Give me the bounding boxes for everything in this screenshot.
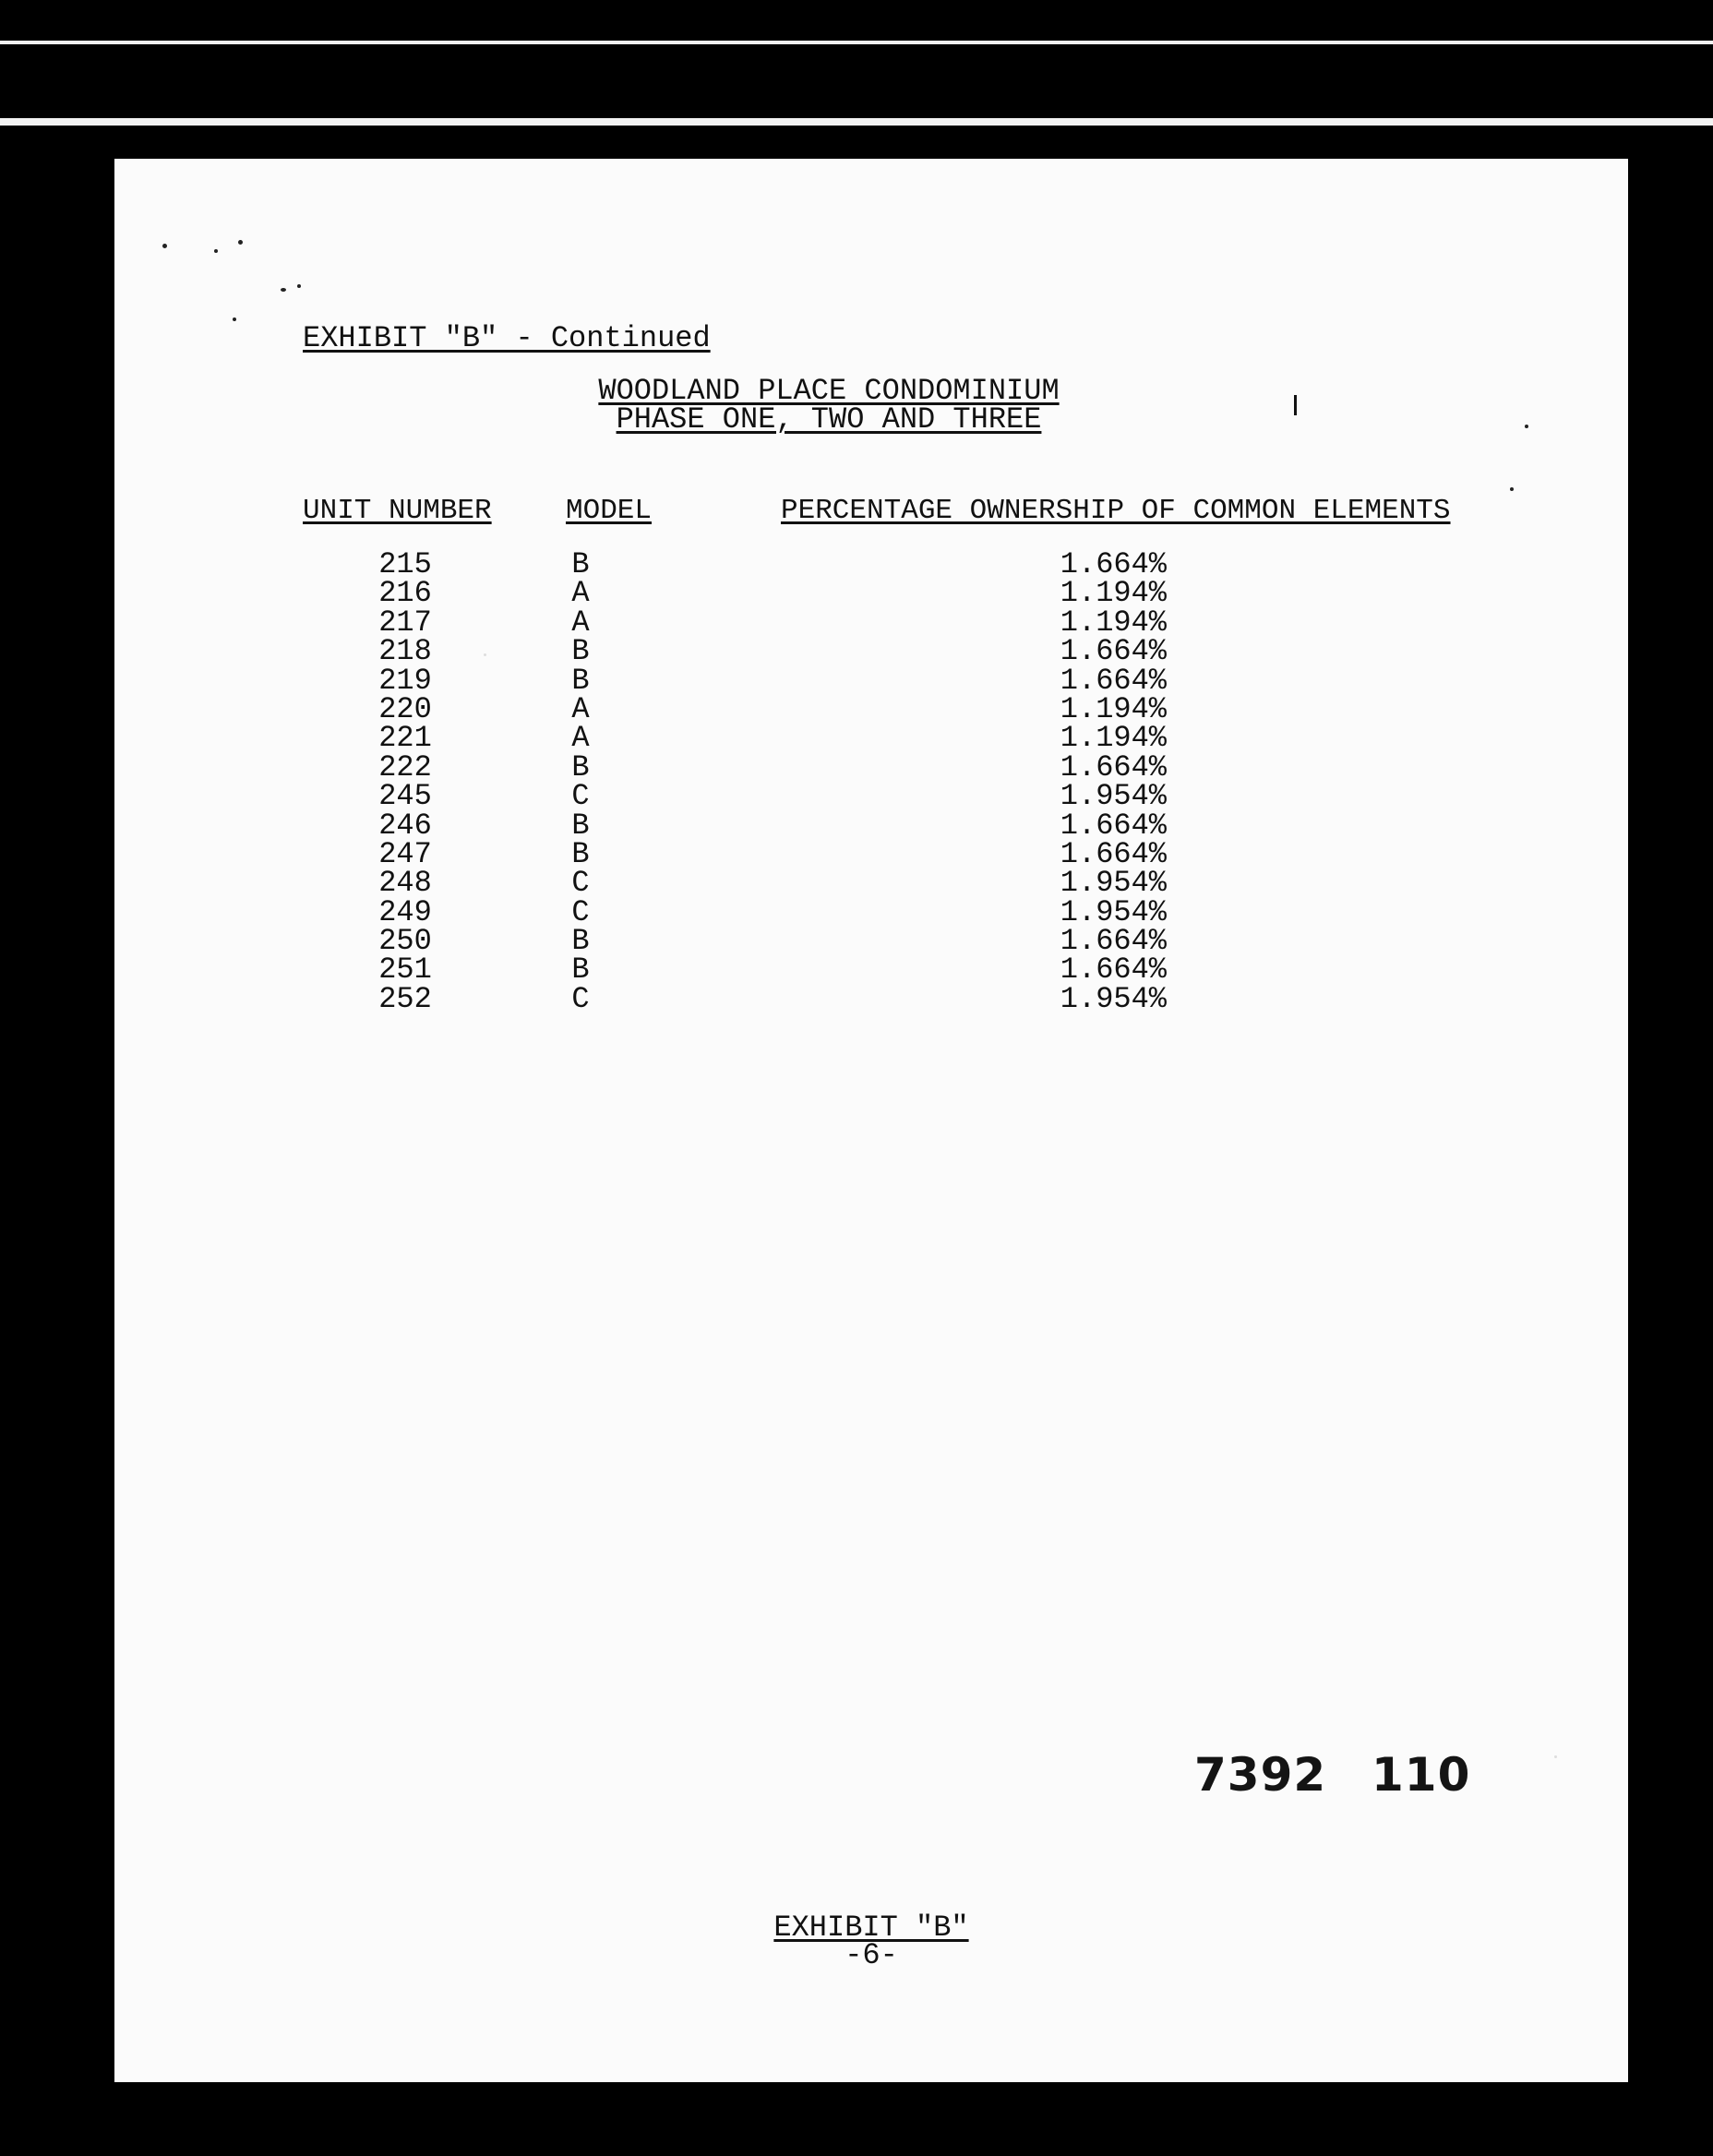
model-cell: B — [571, 952, 590, 988]
footer-page-number: -6- — [845, 1938, 898, 1972]
unit-number-cell: 222 — [378, 749, 432, 785]
scan-speck — [1554, 1755, 1557, 1758]
column-header-model: MODEL — [566, 495, 653, 527]
column-header-unit-number: UNIT NUMBER — [303, 495, 492, 527]
title-line-2: PHASE ONE, TWO AND THREE — [616, 402, 1042, 437]
margin-tick-mark — [1294, 395, 1297, 415]
percentage-cell: 1.954% — [1060, 779, 1167, 814]
table-row — [114, 691, 1628, 726]
scan-speck — [1510, 487, 1514, 491]
page-footer — [724, 1910, 1019, 1972]
model-cell: C — [571, 894, 590, 929]
unit-number-cell: 251 — [378, 952, 432, 988]
table-row — [114, 749, 1628, 785]
table-row — [114, 981, 1628, 1016]
percentage-cell: 1.954% — [1060, 866, 1167, 901]
scan-speck — [238, 240, 243, 245]
percentage-cell: 1.194% — [1060, 721, 1167, 756]
model-cell: A — [571, 605, 590, 640]
unit-number-cell: 248 — [378, 866, 432, 901]
recording-stamp-book-number: 7392 — [1194, 1748, 1327, 1802]
percentage-cell: 1.664% — [1060, 663, 1167, 698]
recording-stamp-page-number: 110 — [1372, 1748, 1471, 1802]
table-row — [114, 721, 1628, 756]
document-title — [580, 374, 1078, 437]
unit-number-cell: 220 — [378, 691, 432, 726]
unit-number-cell: 221 — [378, 721, 432, 756]
scan-speck — [233, 317, 236, 321]
model-cell: B — [571, 547, 590, 581]
table-row — [114, 605, 1628, 640]
percentage-cell: 1.664% — [1060, 547, 1167, 581]
model-cell: B — [571, 663, 590, 698]
ownership-table — [114, 547, 1628, 1016]
scan-border-line-top — [0, 41, 1713, 44]
scan-speck — [1525, 425, 1528, 428]
footer-exhibit-label: EXHIBIT "B" — [773, 1910, 969, 1945]
model-cell: A — [571, 576, 590, 611]
unit-number-cell: 247 — [378, 836, 432, 871]
percentage-cell: 1.954% — [1060, 894, 1167, 929]
scan-speck — [281, 288, 286, 292]
model-cell: B — [571, 808, 590, 843]
unit-number-cell: 216 — [378, 576, 432, 611]
model-cell: B — [571, 924, 590, 959]
percentage-cell: 1.954% — [1060, 981, 1167, 1016]
document-page — [114, 159, 1628, 2082]
exhibit-heading: EXHIBIT "B" - Continued — [303, 321, 711, 355]
unit-number-cell: 219 — [378, 663, 432, 698]
percentage-cell: 1.664% — [1060, 634, 1167, 669]
scan-speck — [162, 244, 167, 248]
percentage-cell: 1.194% — [1060, 691, 1167, 726]
model-cell: C — [571, 779, 590, 814]
table-row — [114, 894, 1628, 929]
table-row — [114, 836, 1628, 871]
percentage-cell: 1.664% — [1060, 808, 1167, 843]
scan-speck — [214, 249, 218, 253]
unit-number-cell: 249 — [378, 894, 432, 929]
table-row — [114, 634, 1628, 669]
percentage-cell: 1.664% — [1060, 749, 1167, 785]
table-row — [114, 576, 1628, 611]
percentage-cell: 1.664% — [1060, 924, 1167, 959]
percentage-cell: 1.664% — [1060, 952, 1167, 988]
unit-number-cell: 217 — [378, 605, 432, 640]
model-cell: B — [571, 836, 590, 871]
percentage-cell: 1.194% — [1060, 605, 1167, 640]
scan-speck — [297, 284, 301, 288]
model-cell: B — [571, 634, 590, 669]
column-header-percentage: PERCENTAGE OWNERSHIP OF COMMON ELEMENTS — [781, 495, 1451, 527]
table-row — [114, 866, 1628, 901]
title-line-1: WOODLAND PLACE CONDOMINIUM — [598, 374, 1060, 408]
unit-number-cell: 245 — [378, 779, 432, 814]
table-row — [114, 952, 1628, 988]
percentage-cell: 1.664% — [1060, 836, 1167, 871]
table-row — [114, 779, 1628, 814]
model-cell: A — [571, 721, 590, 756]
model-cell: C — [571, 981, 590, 1016]
unit-number-cell: 215 — [378, 547, 432, 581]
model-cell: B — [571, 749, 590, 785]
unit-number-cell: 246 — [378, 808, 432, 843]
scan-border-line-bottom — [0, 118, 1713, 126]
table-row — [114, 924, 1628, 959]
percentage-cell: 1.194% — [1060, 576, 1167, 611]
model-cell: C — [571, 866, 590, 901]
unit-number-cell: 252 — [378, 981, 432, 1016]
table-row — [114, 808, 1628, 843]
unit-number-cell: 250 — [378, 924, 432, 959]
table-row — [114, 663, 1628, 698]
model-cell: A — [571, 691, 590, 726]
table-row — [114, 547, 1628, 581]
unit-number-cell: 218 — [378, 634, 432, 669]
